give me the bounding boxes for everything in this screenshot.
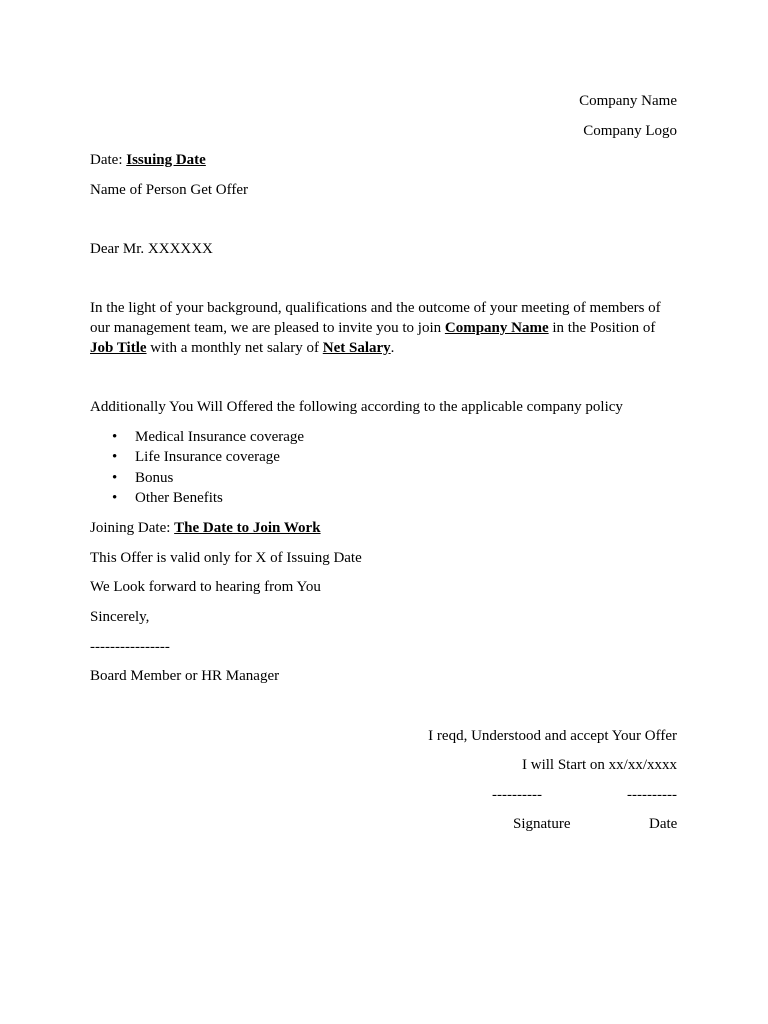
benefit-label: Life Insurance coverage [135,449,280,466]
joining-date-value: The Date to Join Work [174,520,321,536]
list-item [90,447,304,467]
company-name-header: Company Name [579,93,677,109]
benefit-label: Bonus [135,469,174,486]
net-salary-highlight: Net Salary [322,340,391,356]
offer-paragraph [90,298,680,358]
additional-offer-intro: Additionally You Will Offered the following according to the applicable company policy [90,399,623,415]
signature-label: Signature [513,816,571,832]
company-logo-placeholder: Company Logo [583,123,677,139]
intro-text-2: in the Position of [548,320,656,336]
signatory-title: Board Member or HR Manager [90,668,280,684]
acceptance-date-dashes: ---------- [627,787,677,803]
benefit-label: Medical Insurance coverage [135,429,305,445]
joining-date-line [90,518,321,538]
bullet-icon: • [112,490,118,507]
intro-text-3: with a monthly net salary of [146,340,323,356]
benefit-label: Other Benefits [135,490,223,507]
date-line [90,150,206,170]
bullet-icon: • [112,449,118,466]
issuing-date: Issuing Date [126,152,206,168]
recipient-name: Name of Person Get Offer [90,182,249,198]
bullet-icon: • [112,429,118,445]
benefits-list [90,427,304,509]
list-item [90,427,304,447]
offer-validity: This Offer is valid only for X of Issuing Date [90,550,362,566]
signature-dashes: ---------------- [90,639,170,655]
intro-text-1: In the light of your background, qualifications and the outcome of your meeting of members of our management team, we are pleased to invite you to join [90,300,661,336]
company-name-highlight: Company Name [444,320,549,336]
bullet-icon: • [112,469,118,486]
start-date-statement: I will Start on xx/xx/xxxx [522,757,677,773]
job-title-highlight: Job Title [90,340,147,356]
date-label-footer: Date [649,816,678,832]
date-label: Date: [90,152,127,168]
closing-line: We Look forward to hearing from You [90,579,321,595]
list-item [90,468,304,488]
acceptance-statement: I reqd, Understood and accept Your Offer [428,728,677,744]
sign-off: Sincerely, [90,609,150,625]
salutation: Dear Mr. XXXXXX [90,241,213,257]
joining-date-label: Joining Date: [90,520,175,536]
list-item [90,488,304,508]
intro-text-4: . [390,340,395,356]
acceptance-signature-dashes: ---------- [492,787,542,803]
